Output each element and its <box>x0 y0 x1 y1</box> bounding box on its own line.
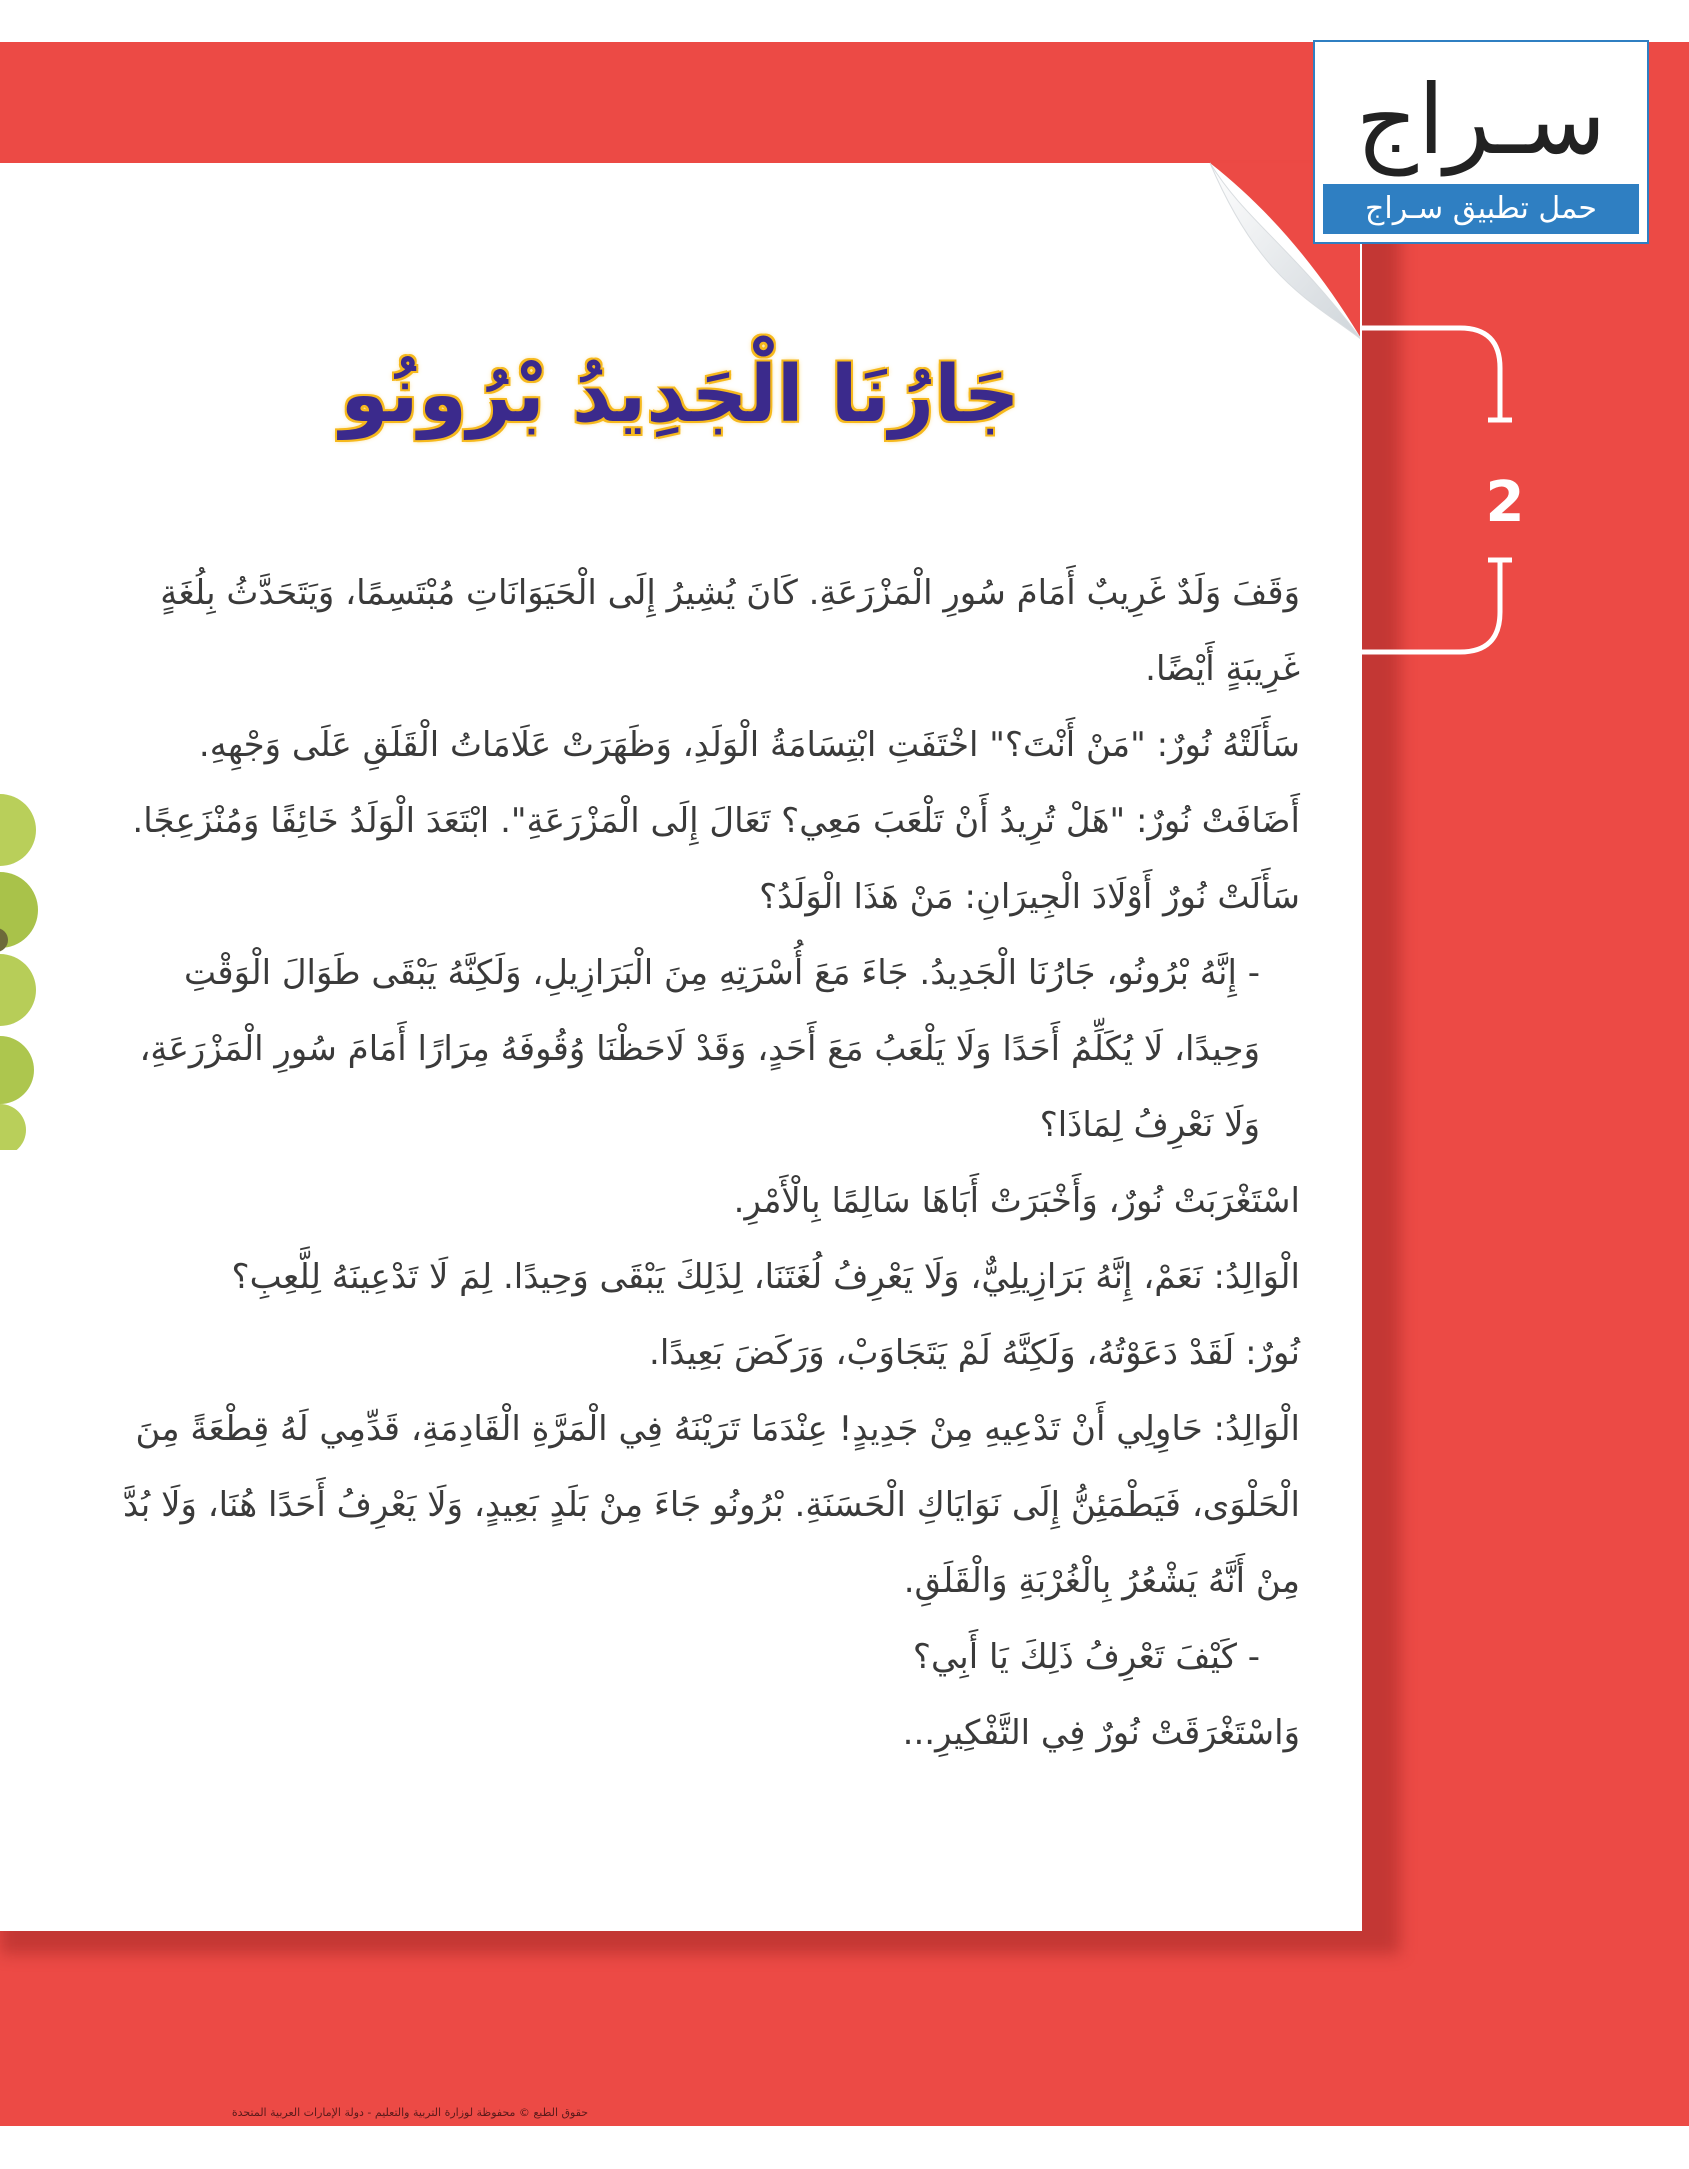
story-paragraph: أَضَافَتْ نُورٌ: "هَلْ تُرِيدُ أَنْ تَلْعَبَ مَعِي؟ تَعَالَ إِلَى الْمَزْرَعَةِ". ابْتَعَدَ الْوَلَدُ خَائِفًا وَمُنْزَعِجًا. <box>132 801 1300 841</box>
logo-wordmark: سـراج <box>1355 64 1607 176</box>
story-dialog-line: - إِنَّهُ بْرُونُو، جَارُنَا الْجَدِيدُ. جَاءَ مَعَ أُسْرَتِهِ مِنَ الْبَرَازِيلِ، وَلَكِنَّهُ يَبْقَى طَوَالَ الْوَقْتِ وَحِيدًا، لَا يُكَلِّمُ أَحَدًا وَلَا يَلْعَبُ مَعَ أَحَدٍ، وَقَدْ لَاحَظْنَا وُقُوفَهُ مِرَارًا أَمَامَ سُورِ الْمَزْرَعَةِ، وَلَا نَعْرِفُ لِمَاذَا؟ <box>139 953 1260 1145</box>
logo-tagline: حمل تطبيق سـراج <box>1323 184 1639 234</box>
story-paragraph: نُورٌ: لَقَدْ دَعَوْتُهُ، وَلَكِنَّهُ لَمْ يَتَجَاوَبْ، وَرَكَضَ بَعِيدًا. <box>649 1333 1300 1373</box>
lesson-title: جَارُنَا الْجَدِيدُ بْرُونُو <box>340 350 1020 440</box>
copyright-footer: حقوق الطبع © محفوظة لوزارة التربية والتعليم - دولة الإمارات العربية المتحدة <box>231 2106 589 2119</box>
story-paragraph: سَأَلَتْهُ نُورٌ: "مَنْ أَنْتَ؟" اخْتَفَتِ ابْتِسَامَةُ الْوَلَدِ، وَظَهَرَتْ عَلَامَاتُ الْقَلَقِ عَلَى وَجْهِهِ. <box>198 725 1300 765</box>
story-paragraph: سَأَلَتْ نُورٌ أَوْلَادَ الْجِيرَانِ: مَنْ هَذَا الْوَلَدُ؟ <box>759 877 1300 917</box>
story-paragraph: وَقَفَ وَلَدٌ غَرِيبٌ أَمَامَ سُورِ الْمَزْرَعَةِ. كَانَ يُشِيرُ إِلَى الْحَيَوَانَاتِ مُبْتَسِمًا، وَيَتَحَدَّثُ بِلُغَةٍ غَرِيبَةٍ أَيْضًا. <box>160 573 1300 689</box>
story-paragraph: وَاسْتَغْرَقَتْ نُورٌ فِي التَّفْكِيرِ... <box>902 1713 1300 1753</box>
top-margin <box>0 0 1689 42</box>
story-paragraph: اسْتَغْرَبَتْ نُورٌ، وَأَخْبَرَتْ أَبَاهَا سَالِمًا بِالْأَمْرِ. <box>733 1181 1300 1221</box>
grapes-illustration <box>0 790 40 1150</box>
story-paragraph: الْوَالِدُ: نَعَمْ، إِنَّهُ بَرَازِيلِيٌّ، وَلَا يَعْرِفُ لُغَتَنَا، لِذَلِكَ يَبْقَى وَحِيدًا. لِمَ لَا تَدْعِينَهُ لِلَّعِبِ؟ <box>231 1257 1300 1297</box>
lesson-number: 2 <box>1485 470 1525 535</box>
bottom-margin <box>0 2126 1689 2169</box>
story-paragraph: الْوَالِدُ: حَاوِلِي أَنْ تَدْعِيهِ مِنْ جَدِيدٍ! عِنْدَمَا تَرَيْنَهُ فِي الْمَرَّةِ الْقَادِمَةِ، قَدِّمِي لَهُ قِطْعَةً مِنَ الْحَلْوَى، فَيَطْمَئِنُّ إِلَى نَوَايَاكِ الْحَسَنَةِ. بْرُونُو جَاءَ مِنْ بَلَدٍ بَعِيدٍ، وَلَا يَعْرِفُ أَحَدًا هُنَا، وَلَا بُدَّ مِنْ أَنَّهُ يَشْعُرُ بِالْغُرْبَةِ وَالْقَلَقِ. <box>122 1409 1300 1601</box>
story-text <box>120 555 1300 1771</box>
siraj-logo[interactable] <box>1313 40 1649 244</box>
story-dialog-line: - كَيْفَ تَعْرِفُ ذَلِكَ يَا أَبِي؟ <box>912 1637 1260 1677</box>
